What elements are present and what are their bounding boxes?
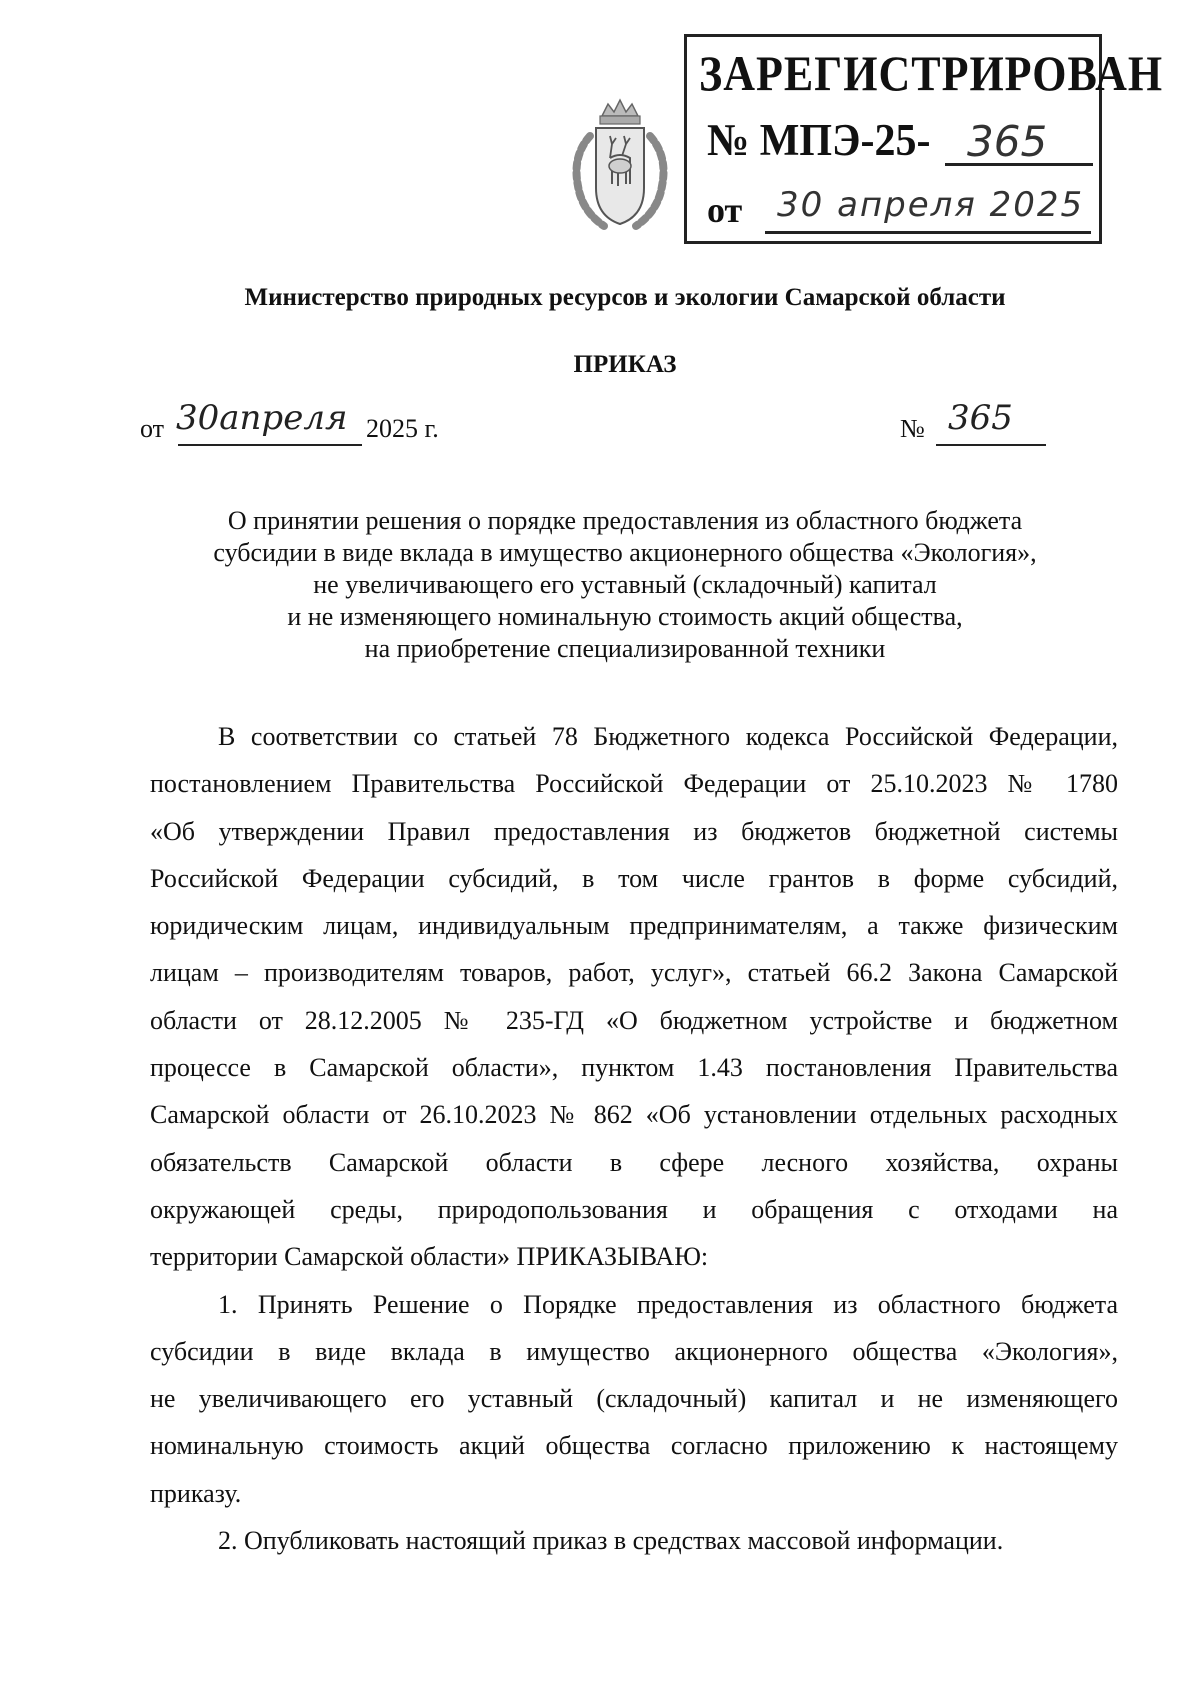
item-1-line: субсидии в виде вклада в имущество акционерного общества «Экология», — [150, 1336, 1118, 1366]
body-line: окружающей среды, природопользования и обращения с отходами на — [150, 1194, 1118, 1224]
stamp-date-handwritten: 30 апреля 2025 — [777, 185, 1085, 225]
body-line: юридическим лицам, индивидуальным предпринимателям, а также физическим — [150, 911, 1118, 941]
stamp-number-handwritten: 365 — [967, 117, 1048, 166]
stamp-date-label: от — [707, 190, 743, 230]
subject-line: не увеличивающего его уставный (складочный) капитал — [313, 570, 937, 599]
order-number-label: № — [900, 414, 925, 443]
body-line: территории Самарской области» ПРИКАЗЫВАЮ: — [150, 1242, 709, 1272]
order-body — [150, 713, 1118, 1564]
body-line: Самарской области от 26.10.2023 № 862 «Об установлении отдельных расходных — [150, 1100, 1118, 1130]
body-line: «Об утверждении Правил предоставления из бюджетов бюджетной системы — [150, 816, 1118, 846]
order-date-underline — [178, 444, 362, 446]
order-date-handwritten: 30апреля — [176, 398, 348, 438]
item-2-line: 2. Опубликовать настоящий приказ в средствах массовой информации. — [218, 1526, 1004, 1556]
subject-line: на приобретение специализированной техники — [364, 634, 886, 663]
body-line: процессе в Самарской области», пунктом 1.43 постановления Правительства — [150, 1053, 1118, 1083]
body-line: постановлением Правительства Российской Федерации от 25.10.2023 № 1780 — [150, 769, 1118, 799]
stamp-number-underline — [945, 163, 1093, 166]
subject-line: О принятии решения о порядке предоставления из областного бюджета — [227, 506, 1023, 535]
order-subject — [0, 505, 1200, 665]
subject-line: субсидии в виде вклада в имущество акционерного общества «Экология», — [213, 538, 1037, 567]
order-number-handwritten: 365 — [948, 398, 1013, 438]
registration-stamp — [684, 34, 1164, 244]
body-line: лицам – производителям товаров, работ, услуг», статьей 66.2 Закона Самарской — [150, 958, 1118, 988]
stamp-title: ЗАРЕГИСТРИРОВАН — [699, 46, 1164, 101]
ministry-title: Министерство природных ресурсов и экологии Самарской области — [244, 284, 1006, 311]
stamp-number-label: № МПЭ-25- — [707, 116, 931, 166]
item-1-line: не увеличивающего его уставный (складочный) капитал и не изменяющего — [150, 1384, 1118, 1414]
document-type-title: ПРИКАЗ — [573, 351, 677, 378]
order-date-year: 2025 г. — [366, 414, 439, 443]
order-number-underline — [936, 444, 1046, 446]
item-1-line: номинальную стоимость акций общества согласно приложению к настоящему — [150, 1431, 1118, 1461]
body-line: Российской Федерации субсидий, в том числе грантов в форме субсидий, — [150, 863, 1118, 893]
body-line: обязательств Самарской области в сфере лесного хозяйства, охраны — [150, 1147, 1118, 1177]
stamp-date-underline — [765, 231, 1091, 234]
item-1-line: приказу. — [150, 1478, 242, 1508]
subject-line: и не изменяющего номинальную стоимость акций общества, — [287, 602, 963, 631]
order-date-prefix: от — [140, 414, 165, 443]
order-date-number-row — [140, 398, 1080, 458]
item-1-line: 1. Принять Решение о Порядке предоставления из областного бюджета — [218, 1289, 1118, 1319]
coat-of-arms-emblem — [560, 96, 680, 236]
body-line: В соответствии со статьей 78 Бюджетного кодекса Российской Федерации, — [218, 722, 1118, 751]
body-line: области от 28.12.2005 № 235-ГД «О бюджетном устройстве и бюджетном — [150, 1005, 1118, 1035]
